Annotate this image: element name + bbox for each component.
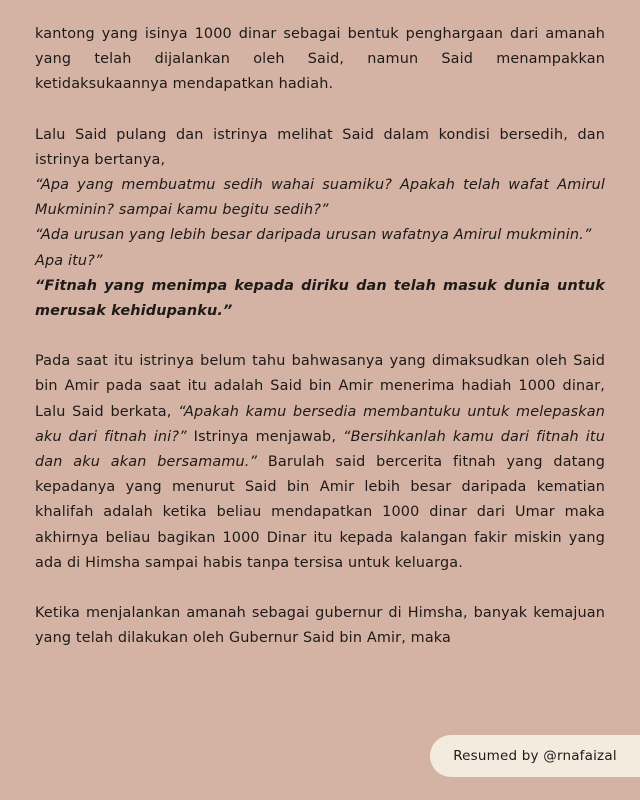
wife-question-2: Apa itu?”	[35, 252, 103, 269]
said-answer-1: “Ada urusan yang lebih besar daripada urusan wafatnya Amirul mukminin.”	[35, 227, 592, 244]
wife-question-1: “Apa yang membuatmu sedih wahai suamiku? Apakah telah wafat Amirul Mukminin? sampai kamu begitu sedih?”	[35, 177, 605, 219]
paragraph-1: kantong yang isinya 1000 dinar sebagai bentuk penghargaan dari amanah yang telah dijalankan oleh Said, namun Said menampakkan ketidaksukaannya mendapatkan hadiah.	[35, 26, 605, 93]
paragraph-4: Ketika menjalankan amanah sebagai gubernur di Himsha, banyak kemajuan yang telah dilakukan oleh Gubernur Said bin Amir, maka	[35, 605, 605, 647]
credit-text: Resumed by @rnafaizal	[453, 748, 617, 764]
paragraph-3-part-1: Pada saat itu istrinya belum tahu bahwasanya yang dimaksudkan oleh Said bin Amir pada saat itu adalah Said bin Amir menerima hadiah 1000 dinar, Lalu Said berkata,	[35, 353, 605, 420]
credit-badge	[430, 735, 640, 777]
paragraph-3	[35, 349, 605, 576]
paragraph-2-intro: Lalu Said pulang dan istrinya melihat Said dalam kondisi bersedih, dan istrinya bertanya,	[35, 126, 605, 168]
paragraph-3-part-2: Istrinya menjawab,	[186, 428, 344, 445]
wife-quote: “Bersihkanlah kamu dari fitnah itu dan aku akan bersamamu.”	[35, 428, 605, 471]
document-body	[35, 22, 605, 651]
said-answer-2: “Fitnah yang menimpa kepada diriku dan telah masuk dunia untuk merusak kehidupanku.”	[35, 277, 605, 320]
paragraph-2	[35, 123, 605, 325]
said-quote: “Apakah kamu bersedia membantuku untuk melepaskan aku dari fitnah ini?”	[35, 403, 605, 445]
paragraph-3-part-3: Barulah said bercerita fitnah yang datang kepadanya yang menurut Said bin Amir lebih besar daripada kematian khalifah adalah ketika beliau mendapatkan 1000 dinar dari Umar maka akhirnya beliau bagikan 1000 Dinar itu kepada kalangan fakir miskin yang ada di Himsha sampai habis tanpa tersisa untuk keluarga.	[35, 454, 605, 571]
